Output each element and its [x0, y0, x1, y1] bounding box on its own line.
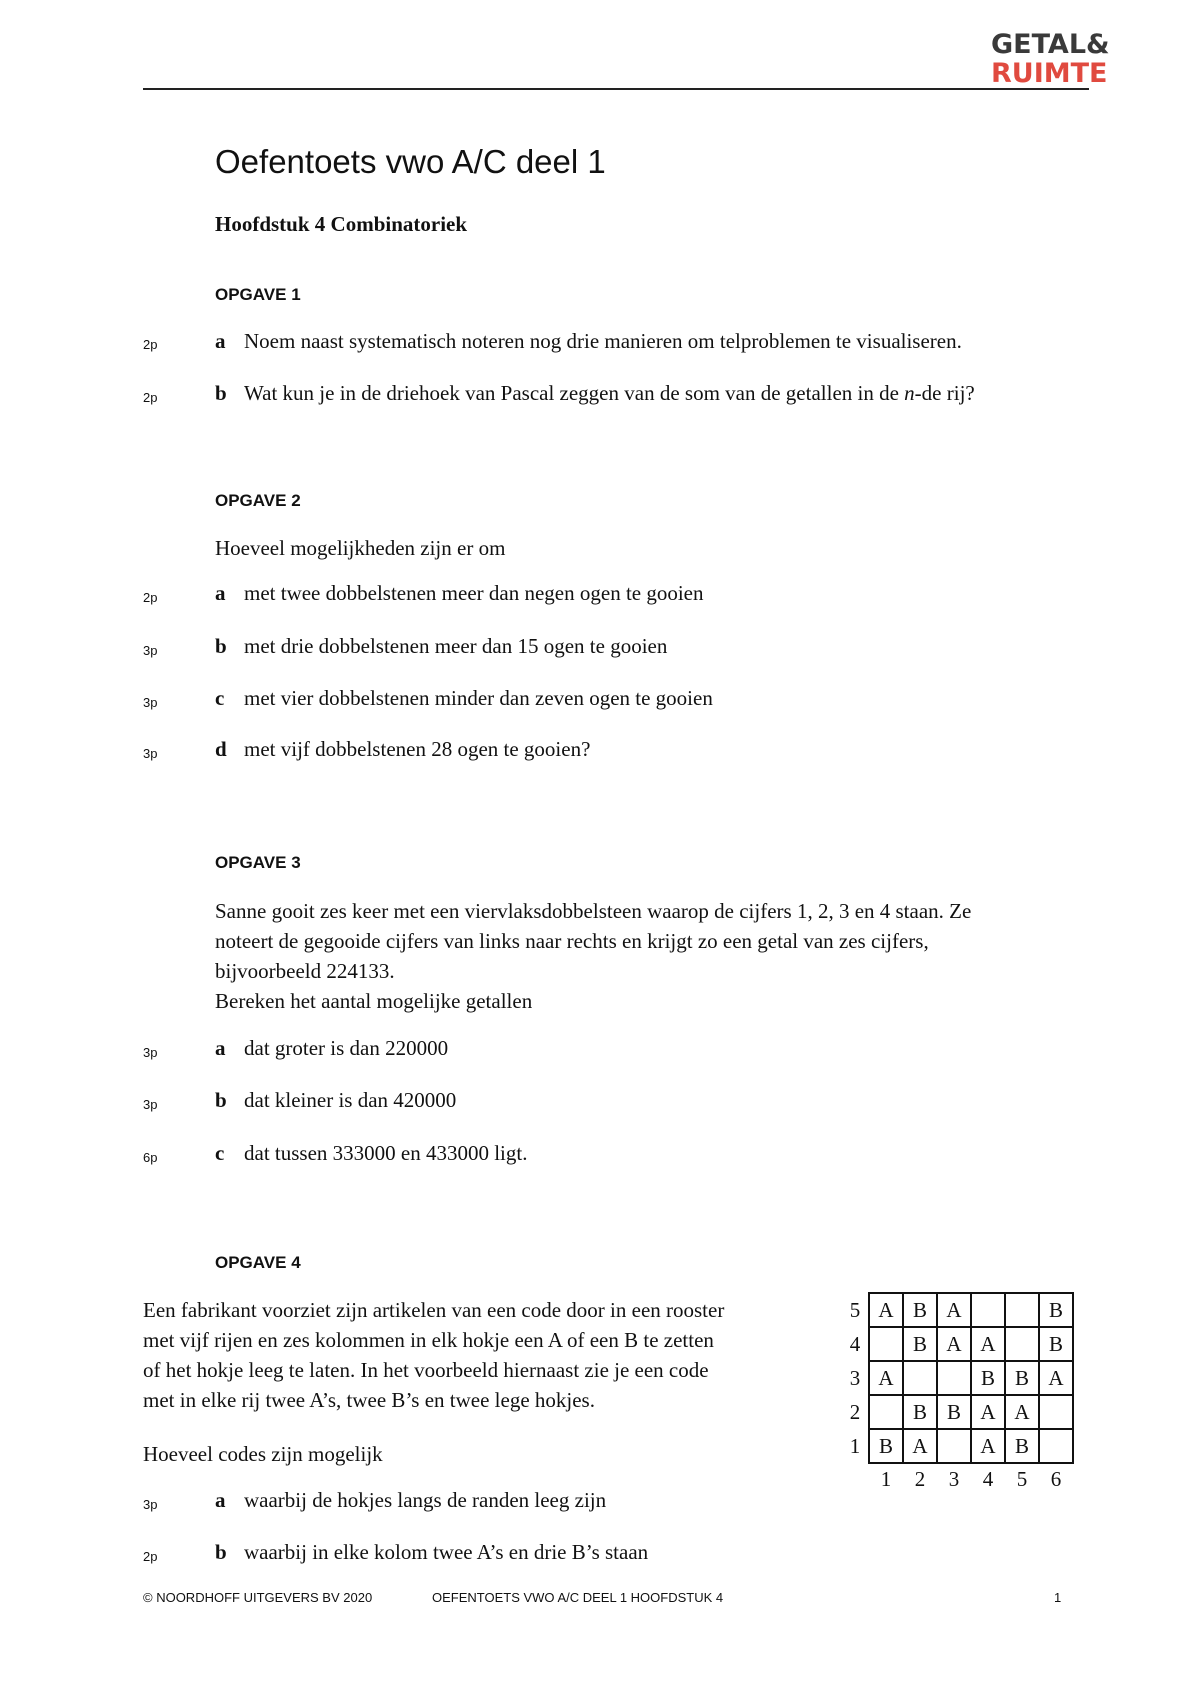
opgave-4-question: Hoeveel codes zijn mogelijk	[143, 1442, 383, 1466]
code-grid-cell: B	[1039, 1327, 1073, 1361]
code-grid-cell	[971, 1293, 1005, 1327]
code-grid-column-label: 5	[1016, 1466, 1028, 1491]
opgave-2c-points: 3p	[143, 695, 158, 710]
opgave-4-intro	[143, 1295, 833, 1415]
code-grid-cell	[1039, 1429, 1073, 1463]
opgave-2c-letter: c	[215, 686, 225, 710]
code-grid-cell: B	[1005, 1361, 1039, 1395]
opgave-2a-text: met twee dobbelstenen meer dan negen ogen te gooien	[244, 581, 704, 605]
code-grid-row-label: 4	[849, 1331, 861, 1356]
header-divider	[143, 88, 1089, 90]
code-grid-row	[842, 1395, 1073, 1429]
footer-document-title: OEFENTOETS VWO A/C DEEL 1 HOOFDSTUK 4	[432, 1590, 724, 1605]
code-grid-corner	[842, 1463, 869, 1494]
opgave-3b-text: dat kleiner is dan 420000	[244, 1088, 457, 1112]
opgave-2a-points: 2p	[143, 590, 158, 605]
opgave-4-intro-line: met in elke rij twee A’s, twee B’s en twee lege hokjes.	[143, 1388, 595, 1412]
code-grid-cell: B	[971, 1361, 1005, 1395]
code-grid-table	[842, 1292, 1074, 1494]
code-grid-cell: A	[1005, 1395, 1039, 1429]
code-grid-cell	[1005, 1293, 1039, 1327]
footer-page-number: 1	[1054, 1590, 1062, 1605]
code-grid-column-label: 2	[914, 1466, 926, 1491]
code-grid-cell: A	[971, 1395, 1005, 1429]
opgave-1-heading: OPGAVE 1	[215, 285, 301, 304]
opgave-2b-text: met drie dobbelstenen meer dan 15 ogen te gooien	[244, 634, 668, 658]
opgave-2b-letter: b	[215, 634, 227, 658]
opgave-4b-letter: b	[215, 1540, 227, 1564]
code-grid-cell: A	[869, 1293, 903, 1327]
code-grid-cell: B	[903, 1293, 937, 1327]
opgave-4-intro-line: of het hokje leeg te laten. In het voorbeeld hiernaast zie je een code	[143, 1358, 709, 1382]
opgave-2-intro: Hoeveel mogelijkheden zijn er om	[215, 536, 506, 560]
opgave-1a-points: 2p	[143, 337, 158, 352]
opgave-3b-letter: b	[215, 1088, 227, 1112]
brand-logo-line2: RUIMTE	[991, 58, 1108, 89]
code-grid-column-labels	[842, 1463, 1073, 1494]
opgave-2c-text: met vier dobbelstenen minder dan zeven ogen te gooien	[244, 686, 713, 710]
opgave-1b-text	[244, 381, 975, 406]
opgave-3-heading: OPGAVE 3	[215, 853, 301, 872]
code-grid-cell: B	[1039, 1293, 1073, 1327]
code-grid-cell	[903, 1361, 937, 1395]
code-grid-row	[842, 1293, 1073, 1327]
opgave-3-intro-line: Bereken het aantal mogelijke getallen	[215, 989, 533, 1013]
opgave-4a-points: 3p	[143, 1497, 158, 1512]
code-grid-column-label: 4	[982, 1466, 994, 1491]
code-grid-cell: B	[903, 1327, 937, 1361]
opgave-1b-text-after: -de rij?	[914, 381, 975, 405]
page-subtitle: Hoofdstuk 4 Combinatoriek	[215, 212, 468, 236]
opgave-2b-points: 3p	[143, 643, 158, 658]
opgave-3c-text: dat tussen 333000 en 433000 ligt.	[244, 1141, 528, 1165]
opgave-2d-text: met vijf dobbelstenen 28 ogen te gooien?	[244, 737, 591, 761]
code-grid-cell: A	[937, 1293, 971, 1327]
opgave-4-intro-line: met vijf rijen en zes kolommen in elk hokje een A of een B te zetten	[143, 1328, 714, 1352]
code-grid-cell: A	[937, 1327, 971, 1361]
opgave-4b-points: 2p	[143, 1549, 158, 1564]
code-grid-cell: A	[869, 1361, 903, 1395]
opgave-3a-points: 3p	[143, 1045, 158, 1060]
opgave-1a-text: Noem naast systematisch noteren nog drie manieren om telproblemen te visualiseren.	[244, 329, 962, 353]
code-grid-row	[842, 1429, 1073, 1463]
opgave-3a-letter: a	[215, 1036, 226, 1060]
code-grid-cell: A	[1039, 1361, 1073, 1395]
opgave-3-intro-line: bijvoorbeeld 224133.	[215, 959, 395, 983]
code-grid-cell: A	[903, 1429, 937, 1463]
code-grid-column-label: 3	[948, 1466, 960, 1491]
opgave-1b-points: 2p	[143, 390, 158, 405]
opgave-4-heading: OPGAVE 4	[215, 1253, 301, 1272]
opgave-4a-letter: a	[215, 1488, 226, 1512]
opgave-4b-text: waarbij in elke kolom twee A’s en drie B’s staan	[244, 1540, 649, 1564]
opgave-1b-letter: b	[215, 381, 227, 405]
code-grid-cell	[869, 1327, 903, 1361]
code-grid-row-label: 1	[849, 1433, 861, 1458]
code-grid-cell	[1039, 1395, 1073, 1429]
brand-logo-line1: GETAL&	[991, 29, 1110, 60]
code-grid-cell	[937, 1361, 971, 1395]
opgave-3-intro-line: noteert de gegooide cijfers van links naar rechts en krijgt zo een getal van zes cijfers,	[215, 929, 929, 953]
opgave-2a-letter: a	[215, 581, 226, 605]
opgave-3c-letter: c	[215, 1141, 225, 1165]
code-grid-cell: B	[869, 1429, 903, 1463]
opgave-4a-text: waarbij de hokjes langs de randen leeg zijn	[244, 1488, 607, 1512]
opgave-3c-points: 6p	[143, 1150, 158, 1165]
code-grid-cell	[937, 1429, 971, 1463]
page-title: Oefentoets vwo A/C deel 1	[215, 143, 606, 180]
code-grid-column-label: 1	[880, 1466, 892, 1491]
opgave-2d-letter: d	[215, 737, 227, 761]
opgave-3-intro-line: Sanne gooit zes keer met een viervlaksdobbelsteen waarop de cijfers 1, 2, 3 en 4 staan. Ze	[215, 899, 972, 923]
footer-copyright: © NOORDHOFF UITGEVERS BV 2020	[143, 1590, 373, 1605]
code-grid-cell: B	[1005, 1429, 1039, 1463]
opgave-2d-points: 3p	[143, 746, 158, 761]
opgave-3a-text: dat groter is dan 220000	[244, 1036, 449, 1060]
code-grid	[842, 1292, 1074, 1494]
code-grid-row	[842, 1361, 1073, 1395]
code-grid-row-label: 3	[849, 1365, 861, 1390]
opgave-4-intro-line: Een fabrikant voorziet zijn artikelen van een code door in een rooster	[143, 1298, 725, 1322]
opgave-1a-letter: a	[215, 329, 226, 353]
code-grid-cell: B	[937, 1395, 971, 1429]
code-grid-cell: A	[971, 1327, 1005, 1361]
code-grid-cell: B	[903, 1395, 937, 1429]
code-grid-cell	[869, 1395, 903, 1429]
code-grid-row	[842, 1327, 1073, 1361]
opgave-1b-text-before: Wat kun je in de driehoek van Pascal zeggen van de som van de getallen in de	[244, 381, 905, 405]
code-grid-column-label: 6	[1050, 1466, 1062, 1491]
code-grid-cell	[1005, 1327, 1039, 1361]
code-grid-cell: A	[971, 1429, 1005, 1463]
opgave-3-intro	[215, 896, 971, 1016]
brand-logo	[991, 30, 1111, 88]
opgave-3b-points: 3p	[143, 1097, 158, 1112]
opgave-2-heading: OPGAVE 2	[215, 491, 301, 510]
code-grid-row-label: 5	[849, 1297, 861, 1322]
opgave-1b-text-italic: n	[904, 381, 915, 405]
code-grid-row-label: 2	[849, 1399, 861, 1424]
